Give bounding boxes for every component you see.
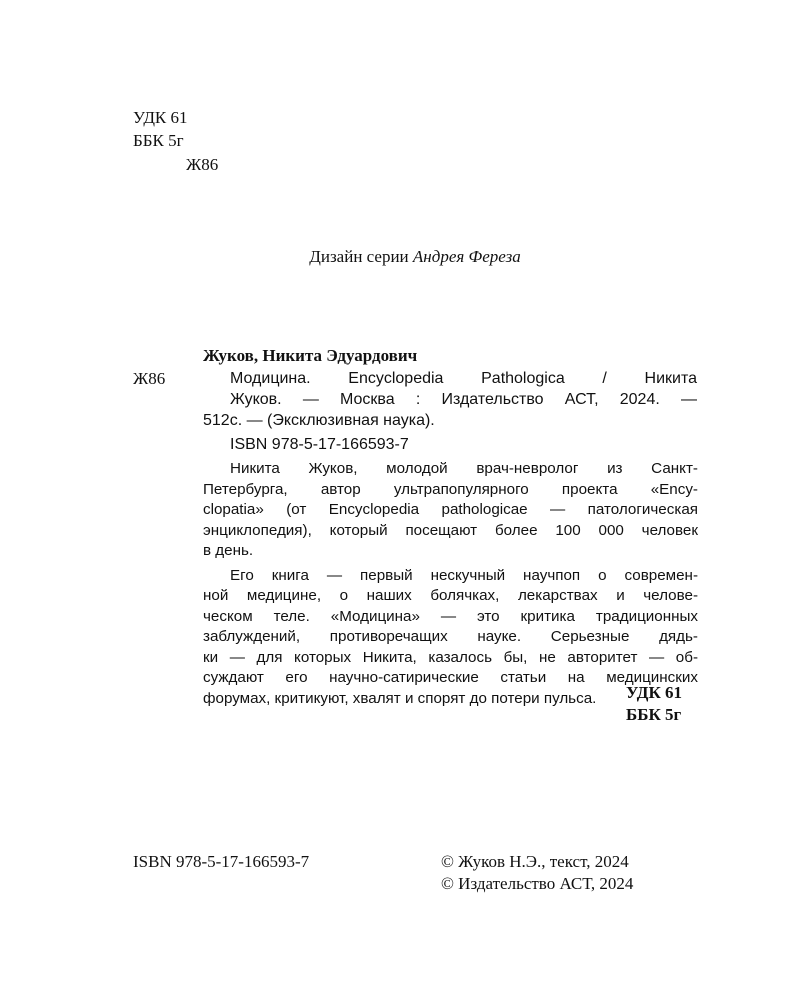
- bibliographic-description: [230, 368, 697, 410]
- annotation-line: форумах, критикуют, хвалят и спорят до потери пульса.: [203, 689, 597, 707]
- annotation-line: Петербурга, автор ультрапопулярного проекта «Ency-: [203, 480, 698, 498]
- isbn-record: ISBN 978-5-17-166593-7: [230, 436, 409, 453]
- annotation-line: ки — для которых Никита, казалось бы, не авторитет — об-: [203, 648, 698, 666]
- title-line-2: Жуков. — Москва : Издательство АСТ, 2024. —: [230, 391, 697, 408]
- annotation-line: суждают его научно-сатирические статьи на медицинских: [203, 669, 698, 686]
- author-mark-top: Ж86: [186, 155, 219, 174]
- author-mark-record: Ж86: [133, 369, 166, 388]
- series-design-prefix: Дизайн серии: [309, 247, 409, 266]
- annotation-line: ной медицине, о наших болячках, лекарствах и челове-: [203, 587, 698, 604]
- udk-code-bottom: УДК 61: [626, 683, 683, 702]
- bbk-code-bottom: ББК 5г: [626, 705, 682, 724]
- series-designer-name: Андрея Фереза: [412, 247, 521, 266]
- annotation-line: в день.: [203, 542, 254, 559]
- annotation-line: Его книга — первый нескучный научпоп о современ-: [230, 566, 698, 584]
- bbk-code-top: ББК 5г: [133, 131, 184, 150]
- annotation-line: clopatia» (от Encyclopedia pathologicae — патологическая: [203, 501, 698, 518]
- title-line-1: Модицина. Encyclopedia Pathologica / Никита: [230, 370, 697, 387]
- annotation-line: заблуждений, противоречащих науке. Серьезные дядь-: [203, 628, 698, 645]
- copyright-author: © Жуков Н.Э., текст, 2024: [441, 852, 629, 871]
- title-line-3: 512с. — (Эксклюзивная наука).: [203, 412, 435, 429]
- copyright-publisher: © Издательство АСТ, 2024: [441, 874, 634, 893]
- isbn-footer: ISBN 978-5-17-166593-7: [133, 852, 310, 871]
- author-heading: Жуков, Никита Эдуардович: [203, 346, 418, 365]
- annotation-line: Никита Жуков, молодой врач-невролог из Санкт-: [230, 460, 698, 477]
- udk-code-top: УДК 61: [133, 108, 188, 127]
- annotation: [203, 459, 698, 709]
- annotation-line: ческом теле. «Модицина» — это критика традиционных: [203, 607, 698, 625]
- series-design-line: [0, 247, 800, 267]
- annotation-line: энциклопедия), который посещают более 100 000 человек: [203, 521, 698, 539]
